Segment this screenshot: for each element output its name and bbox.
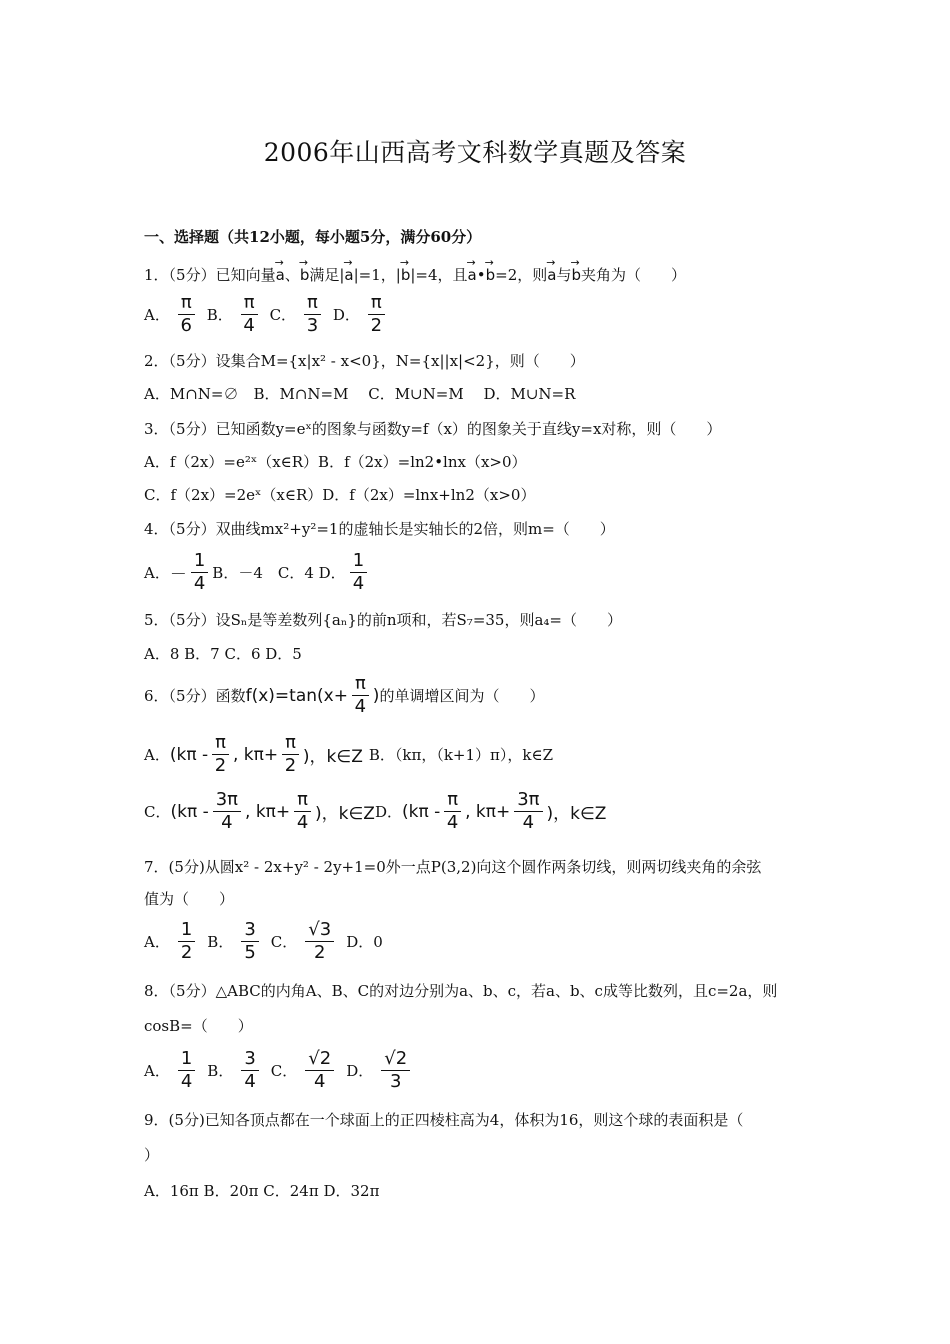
denominator: 4 [193,573,206,594]
denominator: 4 [180,1071,193,1092]
vector-b: → b [486,258,496,286]
q3-options-cd: C．f（2x）=2eˣ（x∈R）D．f（2x）=lnx+ln2（x>0） [144,486,536,504]
minus-sign: － [169,565,187,585]
denominator: 2 [214,755,227,776]
denominator: 4 [446,812,459,833]
numerator: π [178,293,195,315]
q7-option-a [144,920,199,963]
interval-expr: )，k∈Z [315,804,375,824]
numerator: √2 [305,1049,334,1071]
q6-suffix: 的单调增区间为（ ） [379,687,545,705]
q2-options: A．M∩N=∅ B．M∩N=M C．M∪N=M D．M∪N=R [144,385,576,403]
question-9-line-1: 9．(5分)已知各顶点都在一个球面上的正四棱柱高为4，体积为16，则这个球的表面积是（ [144,1111,744,1129]
denominator: 5 [244,942,256,963]
numerator: 3π [514,790,542,812]
fraction [241,293,258,336]
q7-option-c [271,920,338,963]
question-5: 5．（5分）设Sₙ是等差数列{aₙ}的前n项和，若S₇=35，则a₄=（ ） [144,611,623,629]
numerator: 3 [241,920,258,942]
section-heading: 一、选择题（共12小题，每小题5分，满分60分） [144,228,482,246]
question-8-line-2: cosB=（ ） [144,1017,253,1035]
question-1 [144,258,686,286]
numerator: 3π [213,790,241,812]
question-7-line-2: 值为（ ） [144,890,235,908]
q1-option-c [270,293,325,336]
numerator: 1 [191,551,208,573]
option-label: D． [332,306,360,324]
q3-options-ab: A．f（2x）=e²ˣ（x∈R）B．f（2x）=ln2•lnx（x>0） [144,453,527,471]
q4-options-text: B．－4 C．4 D． [212,564,346,582]
q7-options [144,920,391,963]
interval-expr: , kπ+ [245,801,291,822]
denominator: 2 [180,942,193,963]
q8-option-d [346,1049,414,1092]
q1-option-b [207,293,262,336]
interval-expr: (kπ - [401,801,441,822]
fraction [282,733,299,776]
fraction [444,790,461,833]
interval-expr: )，k∈Z [302,747,363,767]
numerator: 1 [178,1049,195,1071]
option-label: C． [269,306,297,324]
q8-option-a [144,1049,199,1092]
numerator: π [368,293,385,315]
q8-options [144,1049,422,1092]
fraction [178,293,195,336]
q6-option-b: B．（kπ，（k+1）π），k∈Z [368,746,554,764]
vector-a: → a [468,258,477,286]
denominator: 4 [354,696,367,717]
interval-expr: , kπ+ [465,801,511,822]
fraction [352,674,369,717]
interval-expr: (kπ - [169,744,209,765]
denominator: 2 [370,315,383,336]
option-label: C． [270,1062,298,1080]
numerator: π [212,733,229,755]
q1-text: =2，则 [495,266,548,284]
function-expr: f(x)=tan(x+ [245,685,348,706]
fraction [305,920,334,963]
q9-options: A．16π B．20π C．24π D．32π [144,1182,380,1200]
fraction [178,920,195,963]
option-label: B． [207,933,234,951]
fraction [191,551,208,594]
numerator: √2 [381,1049,410,1071]
denominator: 4 [296,812,309,833]
q1-text: 、 [284,266,300,284]
question-6 [144,674,544,717]
fraction [304,293,321,336]
q1-text: • [476,266,486,284]
interval-expr: )，k∈Z [546,804,607,824]
numerator: π [294,790,311,812]
option-label: B． [207,1062,234,1080]
fraction [294,790,311,833]
q6-options-ab [144,733,553,776]
page-title: 2006年山西高考文科数学真题及答案 [263,138,687,167]
interval-expr: (kπ - [170,801,209,822]
vector-a: → a [276,258,285,286]
fraction [368,293,385,336]
denominator: 3 [389,1071,402,1092]
denominator: 4 [352,573,365,594]
numerator: √3 [305,920,334,942]
denominator: 2 [314,942,326,963]
question-7-line-1: 7．(5分)从圆x² - 2x+y² - 2y+1=0外一点P(3,2)向这个圆作两条切线，则两切线夹角的余弦 [144,858,762,876]
vector-a: → a [344,258,353,286]
question-3: 3．（5分）已知函数y=eˣ的图象与函数y=f（x）的图象关于直线y=x对称，则（ ） [144,420,722,438]
q8-option-b [207,1049,262,1092]
question-9-line-2: ） [144,1146,160,1164]
option-label: D． [346,1062,374,1080]
q1-text: 与 [556,266,572,284]
q1-text: 夹角为（ ） [581,266,687,284]
numerator: π [352,674,369,696]
option-label: C． [144,803,171,821]
vector-a: → a [547,258,556,286]
fraction [241,920,258,963]
function-expr: ) [372,685,380,706]
option-label: A． [144,564,170,582]
fraction [514,790,542,833]
denominator: 4 [314,1071,326,1092]
vector-b: → b [571,258,581,286]
q1-option-d [333,293,389,336]
numerator: 3 [241,1049,258,1071]
denominator: 3 [306,315,319,336]
option-label: A． [144,1062,170,1080]
q1-options [144,293,397,336]
numerator: 1 [350,551,367,573]
option-label: A． [144,306,170,324]
option-label: A． [144,746,170,764]
question-8-line-1: 8．（5分）△ABC的内角A、B、C的对边分别为a、b、c，若a、b、c成等比数列，且c=2a，则 [144,982,778,1000]
denominator: 4 [221,812,233,833]
fraction [213,790,241,833]
q7-option-d: D．0 [346,933,383,951]
denominator: 4 [522,812,535,833]
q1-text: 满足| [309,266,345,284]
q1-text: |=4，且 [410,266,468,284]
numerator: π [444,790,461,812]
numerator: 1 [178,920,195,942]
numerator: π [282,733,299,755]
denominator: 6 [180,315,192,336]
q1-prefix: 1．（5分）已知向量 [144,266,276,284]
fraction [241,1049,258,1092]
numerator: π [241,293,258,315]
option-label: A． [144,933,170,951]
q8-option-c [271,1049,338,1092]
q7-option-b [207,920,262,963]
fraction [178,1049,195,1092]
option-label: C． [270,933,298,951]
question-2: 2．（5分）设集合M={x|x² - x<0}，N={x||x|<2}，则（ ） [144,352,585,370]
q6-prefix: 6．（5分）函数 [144,687,246,705]
q5-options: A．8 B．7 C．6 D．5 [144,645,302,663]
fraction [350,551,367,594]
option-label: B． [206,306,233,324]
question-4: 4．（5分）双曲线mx²+y²=1的虚轴长是实轴长的2倍，则m=（ ） [144,520,615,538]
fraction [381,1049,410,1092]
denominator: 2 [284,755,297,776]
fraction [305,1049,334,1092]
vector-b: → b [300,258,310,286]
option-label: D． [374,803,402,821]
fraction [212,733,229,776]
denominator: 4 [243,315,255,336]
numerator: π [304,293,321,315]
q1-text: |=1，| [353,266,401,284]
q1-option-a [144,293,199,336]
vector-b: → b [401,258,411,286]
q6-options-cd [144,790,606,833]
q4-options [144,551,371,594]
interval-expr: , kπ+ [232,744,279,765]
denominator: 4 [244,1071,256,1092]
